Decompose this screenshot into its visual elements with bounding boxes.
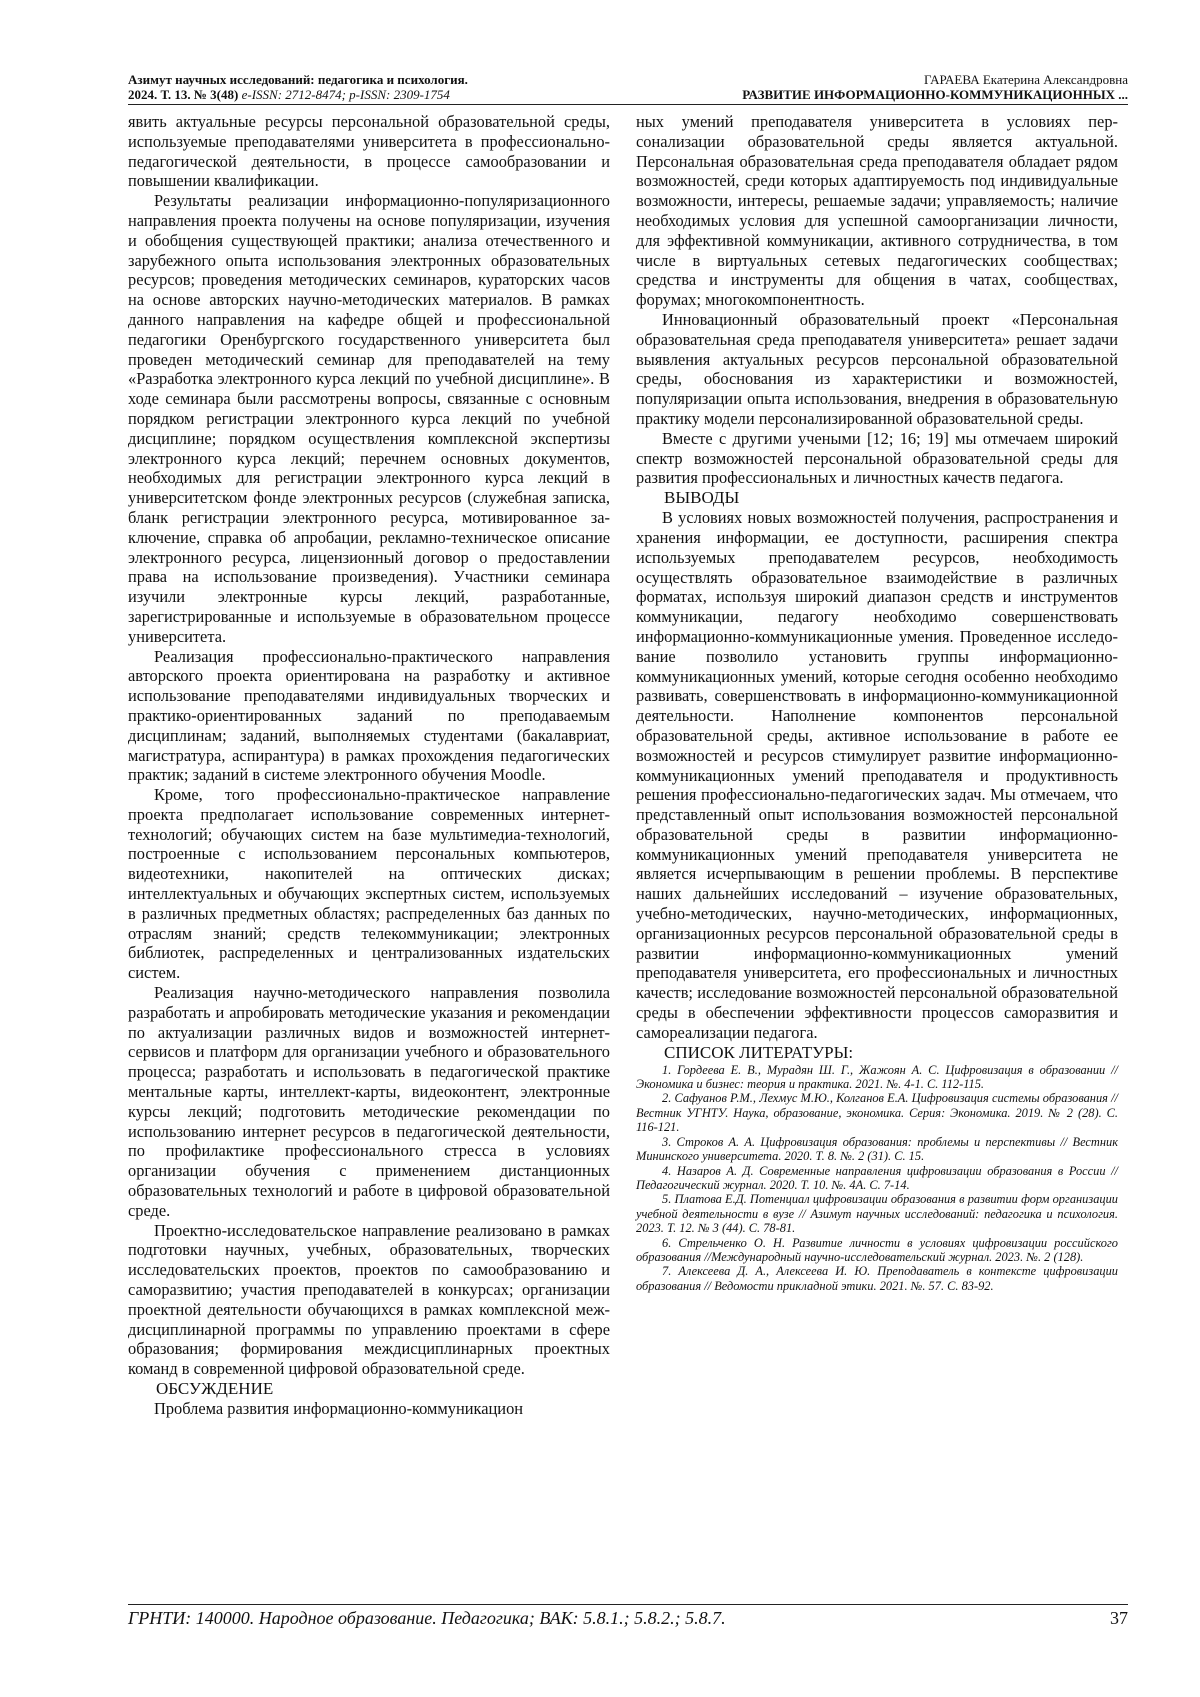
left-column: [128, 112, 610, 1419]
article-title-short: РАЗВИТИЕ ИНФОРМАЦИОННО-КОММУНИКАЦИОННЫХ ...: [742, 87, 1128, 102]
section-heading-references: СПИСОК ЛИТЕРАТУРЫ:: [664, 1042, 854, 1062]
section-heading-conclusions: ВЫВОДЫ: [664, 488, 740, 508]
paragraph: Вместе с другими учеными [12; 16; 19] мы отмечаем широкий спектр возможностей персональной образовательной среды для развития профессиональных и личностных качеств педагога.: [636, 428, 1118, 488]
page-number: 37: [1110, 1608, 1128, 1628]
reference-item: 3. Строков А. А. Цифровизация образования: проблемы и перспективы // Вестник Мининского университета. 2020. Т. 8. №. 2 (31). С. 15.: [636, 1134, 1118, 1164]
paragraph: явить актуальные ресурсы персональной образовательной среды, используемые преподавателями университета в профессионально-педагогической деятельности, в процессе самообразовании и повышении квалификации.: [128, 112, 610, 191]
paragraph: Кроме, того профессионально-практическое направление проекта предполагает использование современных интернет-технологий; обучающих систем на базе мультимедиа-технологий, построенные с использованием персональных компьютеров, видеотехники, накопителей на оптических дисках; интеллектуальных и обучающих экспертных систем, используемых в различных предметных областях; распределенных баз данных по отраслям знаний; средств телекоммуникации; электронных библиотек, распределенных и централизованных издательских систем.: [128, 785, 610, 983]
reference-item: 7. Алексеева Д. А., Алексеева И. Ю. Преподаватель в контексте цифровизации образования // Ведомости прикладной этики. 2021. №. 57. С. 83-92.: [636, 1264, 1118, 1293]
paragraph: Проблема развития информационно-коммуникацион: [154, 1399, 524, 1418]
right-column: [636, 112, 1118, 1293]
journal-issue: 2024. Т. 13. № 3(48): [128, 87, 239, 102]
journal-issue-line: [128, 87, 468, 102]
footer-classification: ГРНТИ: 140000. Народное образование. Педагогика; ВАК: 5.8.1.; 5.8.2.; 5.8.7.: [128, 1608, 726, 1628]
author-name: ГАРАЕВА Екатерина Александровна: [923, 72, 1128, 87]
paragraph: Проектно-исследовательское направление реализовано в рамках подготовки научных, учебных, образовательных, творческих исследовательских проектов, проектов по самообразованию и саморазвитию; участия преподавателей в конкурсах; организации проектной деятельности обучающихся в рамках комплексной междисциплинарной программы по управлению проектами в сфере образования; формирования междисциплинарных проектных команд в современной цифровой образовательной среде.: [128, 1220, 610, 1379]
paragraph: Результаты реализации информационно-популяризационного направления проекта получены на основе популяризации, изучения и обобщения существующей практики; анализа отечественного и зарубежного опыта использования электронных образовательных ресурсов; проведения методических семинаров, кураторских часов на основе авторских научно-методических материалов. В рамках данного направления на кафедре общей и профессиональной педагогики Оренбургского государственного университета был проведен методический семинар для преподавателей на тему «Разработка электронного курса лекций по учебной дисциплине». В ходе семинара были рассмотрены вопросы, связанные с основным порядком регистрации электронного курса лекций по учебной дисциплине; порядком осуществления комплексной экспертизы электронного курса лекций; перечнем основных документов, необходимых для регистрации электронного курса лекций в университетском фонде электронных ресурсов (служебная записка, бланк регистрации электронного ресурса, мотивированное заключение, справка об апробации, рекламно-техническое описание электронного ресурса, лицензионный договор о предоставлении права на использование произведения). Участники семинара изучили электронные курсы лекций, разработанные, зарегистрированные и используемые в образовательном процессе университета.: [128, 191, 610, 646]
journal-name: Азимут научных исследований: педагогика и психология.: [128, 72, 468, 87]
journal-issn: e-ISSN: 2712-8474; p-ISSN: 2309-1754: [241, 87, 450, 102]
paragraph: Реализация профессионально-практического направления авторского проекта ориентирована на разработку и активное использование преподавателями индивидуальных творческих и практико-ориентированных заданий по преподаваемым дисциплинам; заданий, выполняемых студентами (бакалавриат, магистратура, аспирантура) в рамках прохождения педагогических практик; заданий в системе электронного обучения Moodle.: [128, 646, 610, 785]
paragraph: В условиях новых возможностей получения, распространения и хранения информации, ее доступности, расширения спектра используемых преподавателем ресурсов, необходимость осуществлять образовательное взаимодействие в различных форматах, используя широкий диапазон средств и инструментов коммуникации, педагогу необходимо совершенствовать информационно-коммуникационные умения. Проведенное исследование позволило установить группы информационно-коммуникационных умений, которые сегодня особенно необходимо развивать, совершенствовать в информационно-коммуникационной деятельности. Наполнение компонентов персональной образовательной среды, активное использование в работе ее возможностей и ресурсов стимулирует развитие информационно-коммуникационных умений преподавателя и продуктивность решения профессионально-педагогических задач. Мы отмечаем, что представленный опыт использования возможностей персональной образовательной среды в развитии информационно-коммуникационных умений преподавателя университета не является исчерпывающим в решении проблемы. В перспективе наших дальнейших исследований – изучение образовательных, учебно-методических, научно-методических, информационных, организационных ресурсов персональной образовательной среды в развитии информационно-коммуникационных умений преподавателя университета, его профессиональных и личностных качеств; исследование возможностей персональной образовательной среды в обеспечении эффективности процессов саморазвития и самореализации педагога.: [636, 508, 1118, 1042]
footer-divider: [128, 1604, 1128, 1605]
paragraph: Инновационный образовательный проект «Персональная образовательная среда преподавателя университета» решает задачи выявления актуальных ресурсов персональной образовательной среды, обоснования из характеристики и возможностей, популяризации опыта использования, внедрения в образовательную практику модели персонализированной образовательной среды.: [636, 309, 1118, 428]
running-header-article: [742, 72, 1128, 102]
reference-item: 6. Стрельченко О. Н. Развитие личности в условиях цифровизации российского образования //Международный научно-исследовательский журнал. 2023. №. 2 (128).: [636, 1235, 1118, 1264]
running-header-journal: [128, 72, 468, 102]
reference-item: 5. Платова Е.Д. Потенциал цифровизации образования в развитии форм организации учебной деятельности в вузе // Азимут научных исследований: педагогика и психология. 2023. Т. 12. № 3 (44). С. 78-81.: [636, 1192, 1118, 1236]
section-heading-discussion: ОБСУЖДЕНИЕ: [156, 1379, 274, 1398]
reference-item: 4. Назаров А. Д. Современные направления цифровизации образования в России // Педагогический журнал. 2020. Т. 10. №. 4А. С. 7-14.: [636, 1163, 1118, 1192]
reference-item: 1. Гордеева Е. В., Мурадян Ш. Г., Жажоян А. С. Цифровизация в образовании // Экономика и бизнес: теория и практика. 2021. №. 4-1. С. 112-115.: [636, 1062, 1118, 1092]
paragraph: ных умений преподавателя университета в условиях персонализации образовательной среды является актуальной. Персональная образовательная среда преподавателя обладает рядом возможностей, среди которых адаптируемость под индивидуальные возможности, интересы, решаемые задачи; управляемость; наличие необходимых условия для успешной самоорганизации личности, для эффективной коммуникации, активного сотрудничества, в том числе в виртуальных сетевых педагогических сообществах; средства и инструменты для общения в чатах, сообществах, форумах; многокомпонентность.: [636, 112, 1118, 310]
header-divider: [128, 104, 1128, 105]
reference-item: 2. Сафуанов Р.М., Лехмус М.Ю., Колганов Е.А. Цифровизация системы образования // Вестник УГНТУ. Наука, образование, экономика. Серия: Экономика. 2019. № 2 (28). С. 116-121.: [636, 1091, 1118, 1135]
paragraph: Реализация научно-методического направления позволила разработать и апробировать методические указания и рекомендации по актуализации различных видов и возможностей интернет-сервисов и платформ для организации учебного и образовательного процесса; разработать и использовать в педагогической практике ментальные карты, интеллект-карты, видеоконтент, электронные курсы лекций; подготовить методические рекомендации по использованию интернет ресурсов в педагогической деятельности, по профилактике профессионального стресса в условиях организации обучения с применением дистанционных образовательных технологий и работе в цифровой образовательной среде.: [128, 983, 610, 1220]
